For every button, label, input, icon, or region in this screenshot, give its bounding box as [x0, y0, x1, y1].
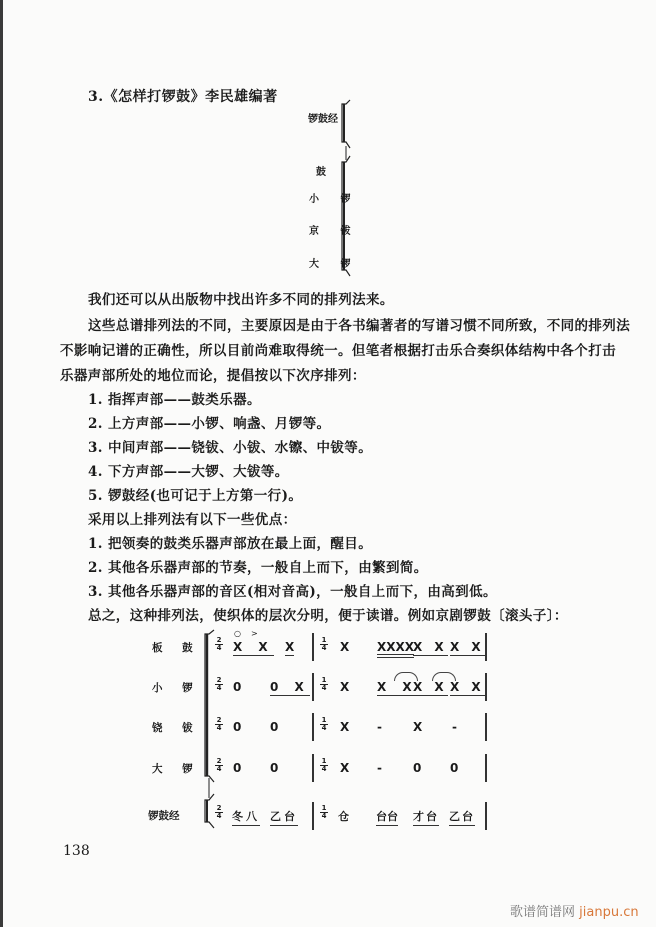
row-label-naobo: 铙 钹	[152, 722, 201, 734]
score1-label-luogujing: 锣鼓经	[308, 114, 338, 125]
order-item-4: 4. 下方声部——大锣、大钹等。	[88, 464, 289, 480]
score1-label-daluo: 大 锣	[309, 259, 360, 270]
paragraph-1: 我们还可以从出版物中找出许多不同的排列法来。	[88, 292, 394, 308]
score-brackets-icon	[338, 98, 354, 278]
barline	[312, 802, 314, 830]
note-group: XXXX	[377, 640, 414, 658]
barline	[485, 633, 487, 661]
syllable-group: 乙台	[449, 808, 475, 826]
barline	[485, 673, 487, 701]
dash: -	[377, 761, 382, 775]
note: 0	[270, 720, 279, 734]
scan-edge	[0, 0, 3, 927]
barline	[485, 713, 487, 741]
note-group: X X	[413, 680, 448, 694]
dash: -	[452, 720, 457, 734]
time-signature-1-4: 1 4	[321, 676, 327, 692]
note: X	[340, 640, 350, 654]
barline	[312, 754, 314, 782]
note-group: X X	[233, 640, 274, 654]
order-item-3: 3. 中间声部——铙钹、小钹、水镲、中钹等。	[88, 440, 373, 456]
syllable: 仓	[338, 810, 349, 823]
time-signature-1-4: 1 4	[321, 757, 327, 773]
watermark-url: jianpu.cn	[579, 905, 639, 920]
time-signature-1-4: 1 4	[321, 636, 327, 652]
time-signature-1-4: 1 4	[321, 716, 327, 732]
time-signature-2-4: 2 4	[216, 757, 222, 773]
note: 0	[450, 761, 459, 775]
row-label-bangu: 板 鼓	[152, 642, 201, 654]
syllable-group: 才台	[413, 808, 439, 826]
syllable-group: 冬八	[232, 808, 260, 826]
note: 0	[233, 761, 242, 775]
barline	[312, 633, 314, 661]
note: 0	[270, 761, 279, 775]
row-label-daluo: 大 锣	[152, 763, 201, 775]
paragraph-2-line-1: 这些总谱排列法的不同，主要原因是由于各书编著者的写谱习惯不同所致，不同的排列法	[88, 318, 631, 334]
score1-label-xiaoluo: 小 锣	[309, 194, 360, 205]
note: X	[340, 680, 350, 694]
advantage-item-1: 1. 把领奏的鼓类乐器声部放在最上面，醒目。	[88, 536, 373, 552]
advantages-intro: 采用以上排列法有以下一些优点：	[88, 512, 297, 528]
syllable-group: 台台	[376, 808, 398, 826]
time-signature-2-4: 2 4	[216, 716, 222, 732]
note-group: X X	[377, 680, 418, 694]
barline	[312, 713, 314, 741]
time-signature-2-4: 2 4	[216, 804, 222, 820]
watermark	[510, 901, 639, 920]
note-group: X X	[450, 640, 485, 654]
time-signature-1-4: 1 4	[321, 804, 327, 820]
row-label-xiaoluo: 小 锣	[152, 682, 201, 694]
paragraph-2-line-3: 乐器声部所处的地位而论，提倡按以下次序排列：	[60, 368, 366, 384]
score1-label-gu: 鼓	[316, 167, 326, 178]
time-signature-2-4: 2 4	[216, 636, 222, 652]
syllable-group: 乙台	[270, 808, 298, 826]
watermark-text: 歌谱简谱网	[510, 905, 576, 920]
summary-paragraph: 总之，这种排列法，使织体的层次分明，便于读谱。例如京剧锣鼓〔滚头子〕：	[88, 608, 568, 624]
order-item-2: 2. 上方声部——小锣、响盏、月锣等。	[88, 416, 331, 432]
note: 0	[413, 761, 422, 775]
barline	[312, 673, 314, 701]
note-group: X X	[450, 680, 485, 694]
note: 0	[233, 720, 242, 734]
dash: -	[377, 720, 382, 734]
time-signature-2-4: 2 4	[216, 676, 222, 692]
advantage-item-3: 3. 其他各乐器声部的音区(相对音高)，一般自上而下，由高到低。	[88, 584, 497, 600]
row-label-luogujing: 锣鼓经	[148, 810, 180, 822]
paragraph-2-line-2: 不影响记谱的正确性，所以目前尚难取得统一。但笔者根据打击乐合奏织体结构中各个打击	[60, 343, 616, 359]
open-stroke-mark-icon: ○	[234, 629, 241, 638]
note: X	[285, 640, 295, 654]
accent-mark-icon: >	[251, 629, 258, 638]
note: X	[413, 720, 423, 734]
page-number: 138	[63, 843, 90, 859]
note: X	[340, 761, 350, 775]
note: X	[340, 720, 350, 734]
order-item-5: 5. 锣鼓经(也可记于上方第一行)。	[88, 488, 303, 504]
barline	[485, 754, 487, 782]
note: 0	[233, 680, 242, 694]
order-item-1: 1. 指挥声部——鼓类乐器。	[88, 392, 261, 408]
barline	[485, 802, 487, 830]
score1-label-jingbo: 京 钹	[309, 226, 360, 237]
note-group: X X	[413, 640, 448, 654]
advantage-item-2: 2. 其他各乐器声部的节奏，一般自上而下，由繁到简。	[88, 560, 428, 576]
section-heading: 3.《怎样打锣鼓》李民雄编著	[88, 89, 278, 105]
note-group: 0 X	[270, 680, 310, 694]
